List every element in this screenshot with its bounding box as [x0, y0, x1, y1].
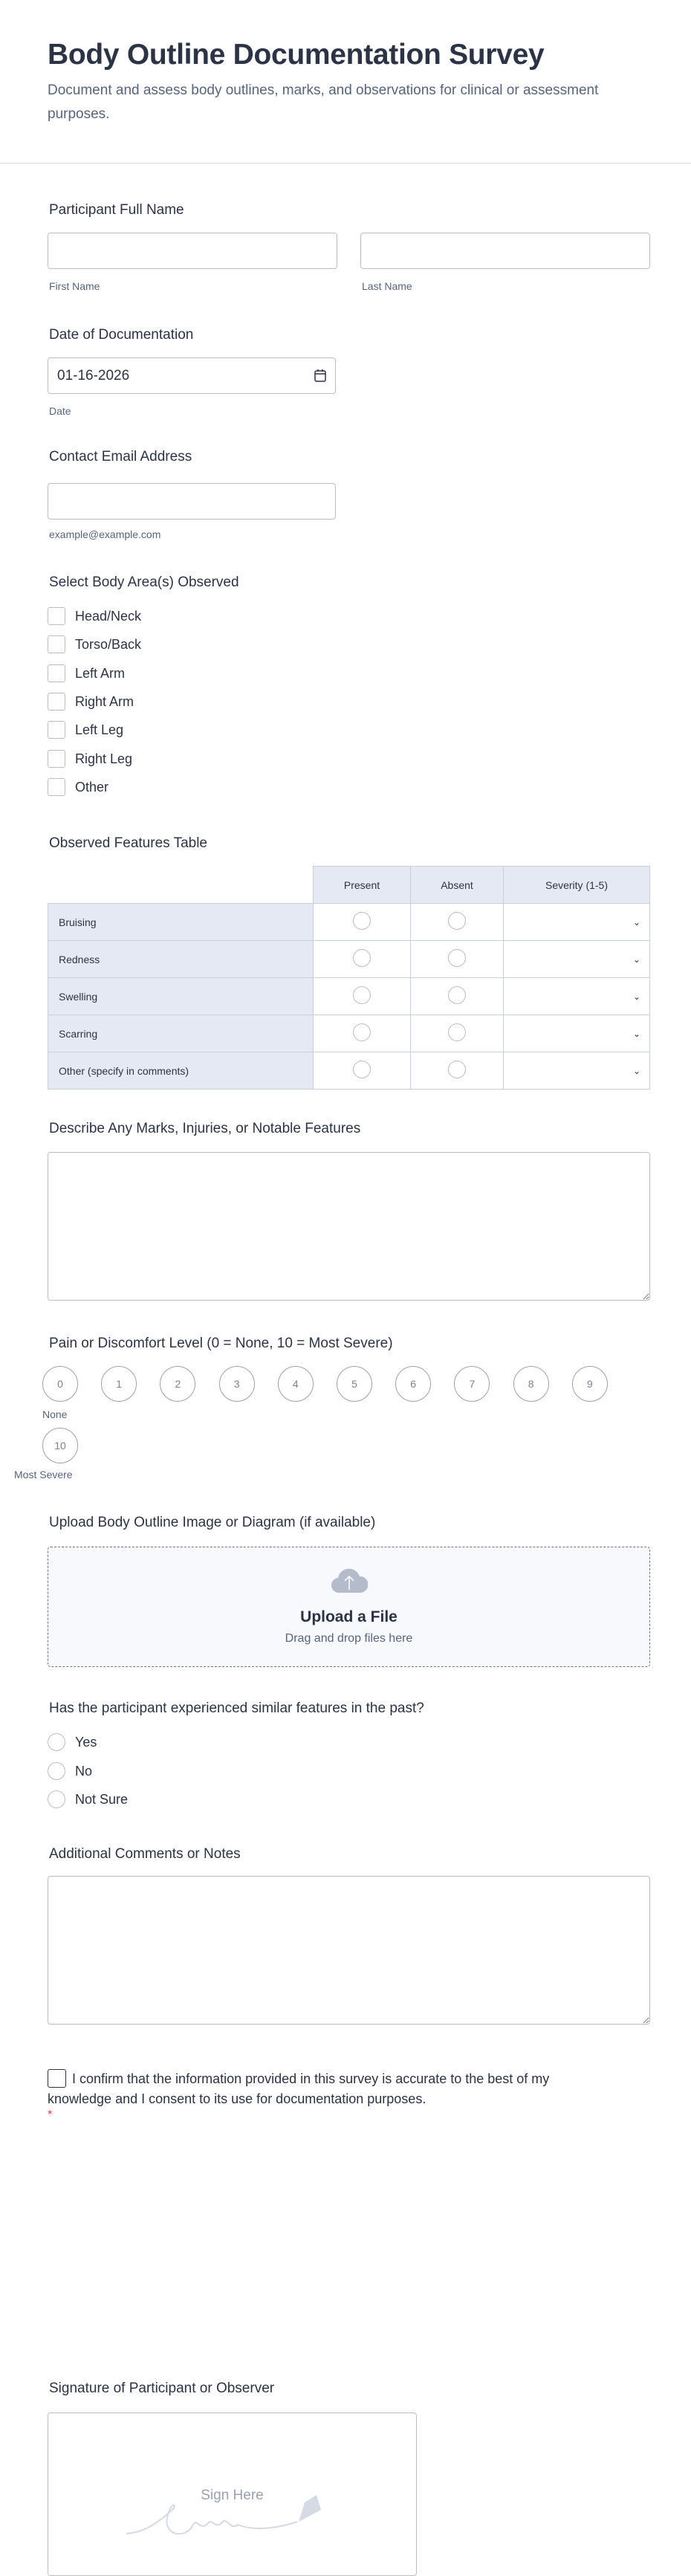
- body-area-checkbox[interactable]: [48, 750, 65, 768]
- absent-cell: [411, 904, 504, 941]
- absent-cell: [411, 1052, 504, 1090]
- body-area-checkbox[interactable]: [48, 693, 65, 711]
- name-label: Participant Full Name: [49, 202, 184, 218]
- body-area-option-label: Other: [75, 779, 109, 795]
- history-option-label: Not Sure: [75, 1792, 129, 1807]
- email-sublabel: example@example.com: [49, 528, 161, 540]
- absent-radio[interactable]: [448, 986, 466, 1004]
- row-label: Bruising: [48, 904, 314, 941]
- chevron-down-icon: ⌄: [632, 1028, 640, 1039]
- body-area-option-label: Torso/Back: [75, 637, 142, 653]
- history-option-label: Yes: [75, 1735, 97, 1750]
- upload-hint: Drag and drop files here: [285, 1632, 413, 1645]
- pain-scale-option[interactable]: 2: [160, 1366, 195, 1402]
- last-name-input[interactable]: [360, 233, 650, 269]
- page-subtitle: Document and assess body outlines, marks, and observations for clinical or assessment purposes.: [48, 82, 599, 122]
- column-header-absent: Absent: [411, 867, 504, 904]
- consent-text: I confirm that the information provided in this survey is accurate to the best of my knowledge and I consent to its use for documentation purposes.: [48, 2071, 550, 2106]
- signature-pen-icon: [126, 2488, 342, 2547]
- pain-scale-option[interactable]: 5: [337, 1366, 372, 1402]
- table-row: [48, 904, 650, 941]
- features-table-label: Observed Features Table: [49, 835, 207, 851]
- marks-textarea[interactable]: [48, 1152, 650, 1301]
- body-area-checkbox[interactable]: [48, 664, 65, 682]
- consent-block: [48, 2069, 583, 2121]
- severity-select[interactable]: [504, 1052, 650, 1090]
- pain-scale-option[interactable]: 3: [219, 1366, 255, 1402]
- absent-cell: [411, 1015, 504, 1052]
- absent-cell: [411, 941, 504, 978]
- empty-header-cell: [48, 867, 314, 904]
- signature-pad[interactable]: [48, 2412, 417, 2576]
- history-radio[interactable]: [48, 1762, 65, 1780]
- body-area-option-label: Head/Neck: [75, 609, 142, 624]
- date-label: Date of Documentation: [49, 327, 194, 343]
- row-label: Scarring: [48, 1015, 314, 1052]
- present-cell: [314, 978, 411, 1015]
- present-radio[interactable]: [353, 986, 371, 1004]
- body-area-checkbox[interactable]: [48, 607, 65, 625]
- body-area-checkbox[interactable]: [48, 721, 65, 739]
- body-area-option-label: Right Arm: [75, 693, 134, 709]
- page-title: Body Outline Documentation Survey: [48, 39, 545, 71]
- column-header-severity: Severity (1-5): [504, 867, 650, 904]
- features-table: [48, 866, 650, 1090]
- history-radio[interactable]: [48, 1790, 65, 1808]
- chevron-down-icon: ⌄: [632, 991, 640, 1002]
- severity-select[interactable]: [504, 1015, 650, 1052]
- history-option-label: No: [75, 1763, 93, 1779]
- date-sublabel: Date: [49, 405, 71, 417]
- column-header-present: Present: [314, 867, 411, 904]
- history-radio[interactable]: [48, 1733, 65, 1751]
- chevron-down-icon: ⌄: [632, 1065, 640, 1076]
- header-divider: [0, 163, 691, 164]
- absent-radio[interactable]: [448, 1061, 466, 1078]
- absent-radio[interactable]: [448, 1023, 466, 1041]
- pain-scale-option[interactable]: 1: [101, 1366, 137, 1402]
- present-radio[interactable]: [353, 949, 371, 967]
- present-cell: [314, 1015, 411, 1052]
- body-area-checkbox[interactable]: [48, 778, 65, 796]
- pain-scale-option[interactable]: 0: [42, 1366, 78, 1402]
- comments-label: Additional Comments or Notes: [49, 1846, 241, 1862]
- email-input[interactable]: [48, 483, 336, 520]
- row-label: Other (specify in comments): [48, 1052, 314, 1090]
- last-name-sublabel: Last Name: [362, 280, 412, 292]
- row-label: Swelling: [48, 978, 314, 1015]
- severity-select[interactable]: [504, 978, 650, 1015]
- table-row: [48, 1015, 650, 1052]
- pain-scale-option[interactable]: 9: [572, 1366, 608, 1402]
- first-name-input[interactable]: [48, 233, 337, 269]
- consent-checkbox[interactable]: [48, 2069, 66, 2088]
- upload-label: Upload Body Outline Image or Diagram (if available): [49, 1515, 376, 1530]
- body-area-checkbox[interactable]: [48, 635, 65, 653]
- comments-textarea[interactable]: [48, 1876, 650, 2025]
- severity-select[interactable]: [504, 904, 650, 941]
- pain-scale-option[interactable]: 6: [395, 1366, 431, 1402]
- body-area-option-label: Left Leg: [75, 722, 124, 738]
- chevron-down-icon: ⌄: [632, 954, 640, 965]
- present-cell: [314, 1052, 411, 1090]
- pain-scale-option[interactable]: 8: [513, 1366, 549, 1402]
- date-value: 01-16-2026: [57, 368, 130, 384]
- cloud-upload-icon: [331, 1566, 368, 1594]
- present-radio[interactable]: [353, 1023, 371, 1041]
- upload-title: Upload a File: [300, 1608, 398, 1625]
- marks-label: Describe Any Marks, Injuries, or Notable Features: [49, 1121, 361, 1136]
- present-radio[interactable]: [353, 1061, 371, 1078]
- pain-label: Pain or Discomfort Level (0 = None, 10 = Most Severe): [49, 1336, 393, 1351]
- absent-cell: [411, 978, 504, 1015]
- body-area-option-label: Left Arm: [75, 665, 126, 681]
- pain-scale-option[interactable]: 7: [454, 1366, 490, 1402]
- file-upload-dropzone[interactable]: [48, 1547, 650, 1667]
- table-row: [48, 941, 650, 978]
- body-area-option-label: Right Leg: [75, 751, 133, 766]
- calendar-icon[interactable]: [314, 369, 326, 382]
- signature-placeholder: Sign Here: [201, 2488, 264, 2503]
- pain-min-label: None: [42, 1408, 68, 1420]
- pain-scale-option[interactable]: 10: [42, 1428, 78, 1463]
- table-row: [48, 978, 650, 1015]
- severity-select[interactable]: [504, 941, 650, 978]
- present-cell: [314, 941, 411, 978]
- email-label: Contact Email Address: [49, 449, 192, 465]
- first-name-sublabel: First Name: [49, 280, 100, 292]
- required-asterisk: *: [48, 2109, 53, 2121]
- body-areas-label: Select Body Area(s) Observed: [49, 575, 239, 590]
- chevron-down-icon: ⌄: [632, 916, 640, 928]
- pain-scale-option[interactable]: 4: [278, 1366, 314, 1402]
- row-label: Redness: [48, 941, 314, 978]
- date-input[interactable]: [48, 357, 336, 394]
- pain-max-label: Most Severe: [14, 1469, 73, 1480]
- table-row: [48, 1052, 650, 1090]
- present-radio[interactable]: [353, 912, 371, 930]
- absent-radio[interactable]: [448, 949, 466, 967]
- history-label: Has the participant experienced similar features in the past?: [49, 1700, 424, 1716]
- absent-radio[interactable]: [448, 912, 466, 930]
- signature-label: Signature of Participant or Observer: [49, 2381, 275, 2396]
- present-cell: [314, 904, 411, 941]
